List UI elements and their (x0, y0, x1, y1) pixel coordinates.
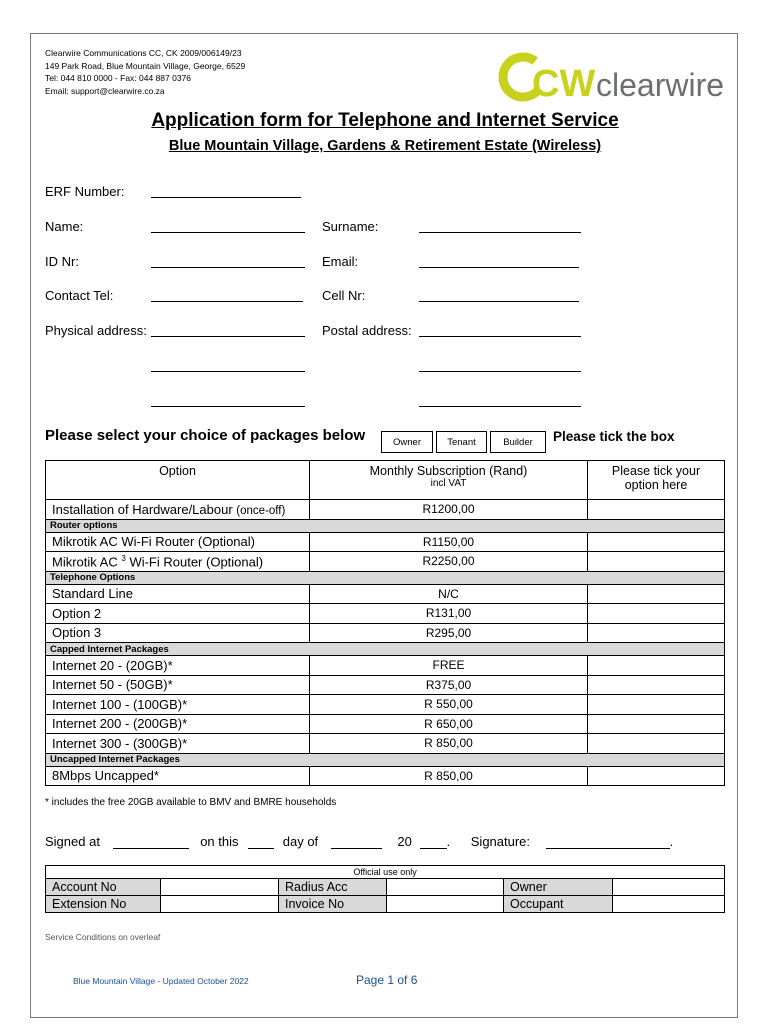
signature-line (45, 834, 673, 849)
official-use-header: Official use only (46, 866, 725, 879)
table-row (46, 714, 725, 734)
tel1-price: N/C (310, 584, 588, 604)
table-row (46, 584, 725, 604)
postal-address-field-3[interactable] (419, 406, 581, 407)
router2-tick-cell[interactable] (588, 552, 725, 572)
signed-at-field[interactable] (113, 837, 189, 849)
tel2-tick-cell[interactable] (588, 604, 725, 624)
cap2-price: R375,00 (310, 675, 588, 695)
router-options-category: Router options (46, 519, 725, 532)
clearwire-logo (498, 50, 738, 105)
radius-acc-field[interactable] (387, 879, 504, 896)
year-prefix: 20 (397, 834, 412, 849)
cap5-label: Internet 300 - (300GB)* (46, 734, 310, 754)
cap1-label: Internet 20 - (20GB)* (46, 656, 310, 676)
table-row (46, 532, 725, 552)
extension-no-field[interactable] (161, 896, 279, 913)
footnote: * includes the free 20GB available to BMV and BMRE households (45, 797, 337, 808)
category-row (46, 519, 725, 532)
occupant-label: Occupant (504, 896, 613, 913)
owner-field[interactable] (613, 879, 725, 896)
category-row (46, 643, 725, 656)
table-row (46, 675, 725, 695)
cap4-price: R 650,00 (310, 714, 588, 734)
tel2-label: Option 2 (46, 604, 310, 624)
cell-field[interactable] (419, 301, 579, 302)
cap2-tick-cell[interactable] (588, 675, 725, 695)
capped-internet-category: Capped Internet Packages (46, 643, 725, 656)
postal-address-field-1[interactable] (419, 336, 581, 337)
id-field[interactable] (151, 267, 305, 268)
cap5-price: R 850,00 (310, 734, 588, 754)
table-row (46, 734, 725, 754)
service-conditions-note: Service Conditions on overleaf (45, 932, 161, 942)
company-address: 149 Park Road, Blue Mountain Village, George, 6529 (45, 60, 246, 71)
page-subtitle: Blue Mountain Village, Gardens & Retirement Estate (Wireless) (168, 138, 602, 154)
install-label: Installation of Hardware/Labour (once-off) (46, 500, 310, 520)
builder-choice-box[interactable]: Builder (490, 431, 546, 453)
router2-label: Mikrotik AC $^3$ Wi-Fi Router (Optional) (46, 552, 310, 572)
footer-updated: Blue Mountain Village - Updated October 2022 (73, 976, 249, 986)
tel2-price: R131,00 (310, 604, 588, 624)
official-use-table (45, 865, 725, 913)
signature-field[interactable] (546, 837, 670, 849)
table-row (46, 656, 725, 676)
cell-label: Cell Nr: (322, 288, 366, 303)
account-no-label: Account No (46, 879, 161, 896)
cap2-label: Internet 50 - (50GB)* (46, 675, 310, 695)
cap3-tick-cell[interactable] (588, 695, 725, 715)
company-name: Clearwire Communications CC, CK 2009/006149/23 (45, 48, 242, 58)
tel1-label: Standard Line (46, 584, 310, 604)
tel1-tick-cell[interactable] (588, 584, 725, 604)
table-row (46, 623, 725, 643)
cap3-price: R 550,00 (310, 695, 588, 715)
physical-address-field-1[interactable] (151, 336, 305, 337)
id-label: ID Nr: (45, 254, 79, 269)
table-row (46, 500, 725, 520)
account-no-field[interactable] (161, 879, 279, 896)
cap3-label: Internet 100 - (100GB)* (46, 695, 310, 715)
day-field[interactable] (248, 837, 274, 849)
signed-at-label: Signed at (45, 834, 100, 849)
invoice-no-field[interactable] (387, 896, 504, 913)
table-row (46, 896, 725, 913)
tick-box-note: Please tick the box (553, 429, 675, 444)
uncapped-internet-category: Uncapped Internet Packages (46, 753, 725, 766)
year-dot: . (446, 834, 451, 849)
on-this-label: on this (200, 834, 239, 849)
table-row (46, 552, 725, 572)
owner-label: Owner (504, 879, 613, 896)
name-label: Name: (45, 219, 84, 234)
logo-wordmark: clearwire (596, 67, 725, 103)
router1-label: Mikrotik AC Wi-Fi Router (Optional) (46, 532, 310, 552)
year-field[interactable] (420, 837, 447, 849)
physical-address-field-2[interactable] (151, 371, 305, 372)
company-info (45, 47, 245, 97)
postal-address-field-2[interactable] (419, 371, 581, 372)
page-number: Page 1 of 6 (356, 973, 418, 987)
tel3-price: R295,00 (310, 623, 588, 643)
table-row (46, 879, 725, 896)
install-tick-cell[interactable] (588, 500, 725, 520)
logo-mark: CW (532, 63, 596, 105)
packages-heading: Please select your choice of packages below (45, 427, 366, 444)
postal-address-label: Postal address: (322, 323, 412, 338)
contact-label: Contact Tel: (45, 288, 114, 303)
tel3-tick-cell[interactable] (588, 623, 725, 643)
signature-end: . (669, 834, 674, 849)
day-of-label: day of (282, 834, 319, 849)
install-price: R1200,00 (310, 500, 588, 520)
surname-label: Surname: (322, 219, 379, 234)
physical-address-field-3[interactable] (151, 406, 305, 407)
option-column-header: Option (46, 461, 310, 500)
company-phone: Tel: 044 810 0000 - Fax: 044 887 0376 (45, 73, 192, 83)
unc1-label: 8Mbps Uncapped* (46, 766, 310, 786)
cap4-label: Internet 200 - (200GB)* (46, 714, 310, 734)
cap1-tick-cell[interactable] (588, 656, 725, 676)
cap1-price: FREE (310, 656, 588, 676)
signature-label: Signature: (470, 834, 531, 849)
name-field[interactable] (151, 232, 305, 233)
monthly-column-header: Monthly Subscription (Rand) incl VAT (310, 461, 588, 500)
invoice-no-label: Invoice No (279, 896, 387, 913)
erf-field[interactable] (151, 197, 301, 198)
telephone-options-category: Telephone Options (46, 571, 725, 584)
contact-field[interactable] (151, 301, 303, 302)
extension-no-label: Extension No (46, 896, 161, 913)
physical-address-label: Physical address: (45, 323, 147, 338)
company-email: Email: support@clearwire.co.za (45, 85, 165, 96)
erf-label: ERF Number: (45, 184, 125, 199)
cap4-tick-cell[interactable] (588, 714, 725, 734)
router2-price: R2250,00 (310, 552, 588, 572)
table-header-row (46, 461, 725, 500)
table-row (46, 766, 725, 786)
cap5-tick-cell[interactable] (588, 734, 725, 754)
email-label: Email: (322, 254, 359, 269)
tick-column-header: Please tick your option here (588, 461, 725, 500)
tel3-label: Option 3 (46, 623, 310, 643)
unc1-tick-cell[interactable] (588, 766, 725, 786)
router1-price: R1150,00 (310, 532, 588, 552)
category-row (46, 571, 725, 584)
table-row (46, 695, 725, 715)
radius-acc-label: Radius Acc (279, 879, 387, 896)
owner-choice-box[interactable]: Owner (381, 431, 433, 453)
email-field[interactable] (419, 267, 579, 268)
table-row (46, 604, 725, 624)
month-field[interactable] (331, 837, 382, 849)
tenant-choice-box[interactable]: Tenant (436, 431, 487, 453)
router1-tick-cell[interactable] (588, 532, 725, 552)
occupant-field[interactable] (613, 896, 725, 913)
unc1-price: R 850,00 (310, 766, 588, 786)
official-header-row (46, 866, 725, 879)
category-row (46, 753, 725, 766)
page-title: Application form for Telephone and Internet Service (151, 110, 619, 131)
packages-table (45, 460, 725, 786)
surname-field[interactable] (419, 232, 581, 233)
